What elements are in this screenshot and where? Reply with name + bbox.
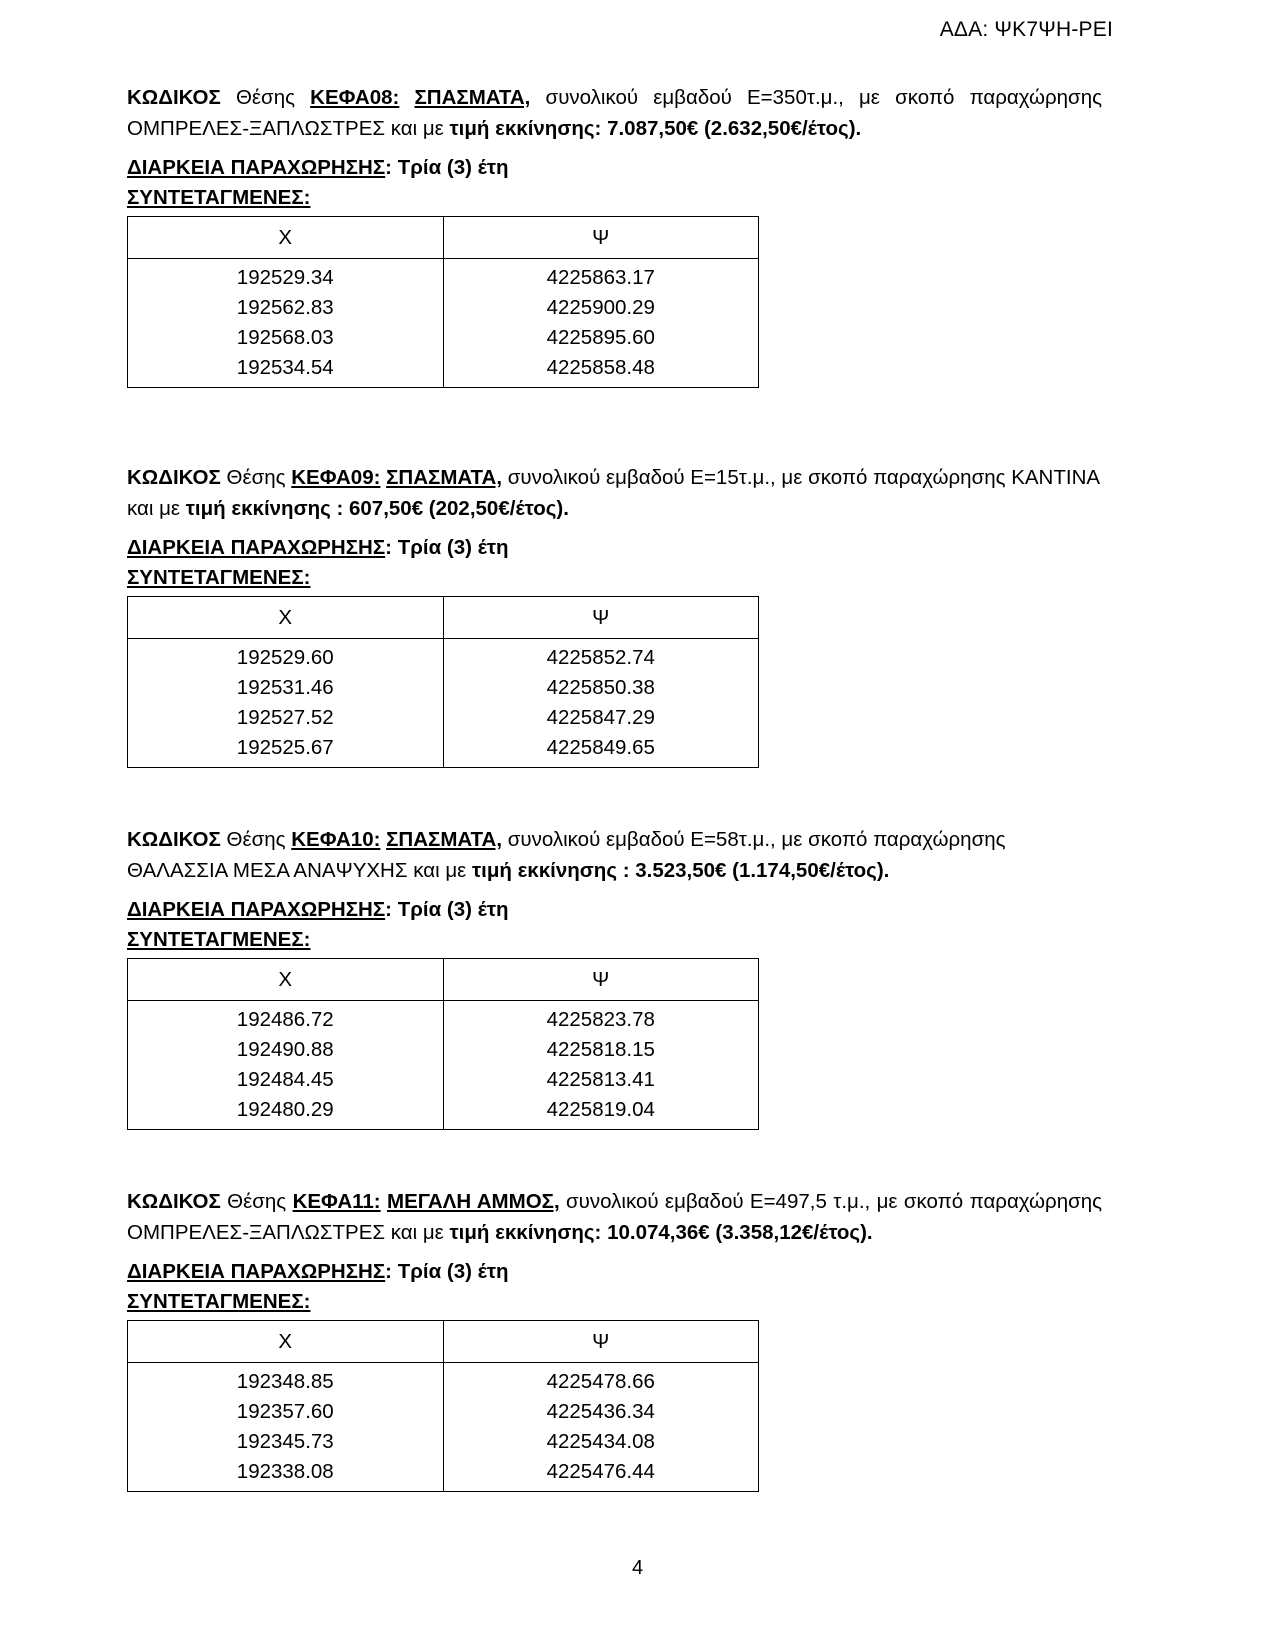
- coordinates-table: [127, 1320, 759, 1492]
- coordinates-label-text: ΣΥΝΤΕΤΑΓΜΕΝΕΣ:: [127, 566, 311, 589]
- column-header-x: Χ: [128, 1321, 444, 1363]
- listing-place: ΜΕΓΑΛΗ ΑΜΜΟΣ,: [387, 1190, 560, 1213]
- table-header-row: [128, 1321, 759, 1363]
- cell-y: 4225850.38: [443, 673, 759, 703]
- table-row: [128, 1035, 759, 1065]
- cell-y: 4225819.04: [443, 1095, 759, 1130]
- coordinates-table: [127, 216, 759, 388]
- table-row: [128, 1001, 759, 1036]
- table-row: [128, 673, 759, 703]
- listing-block-kefa10: [127, 824, 1102, 1130]
- duration-colon: :: [385, 536, 398, 559]
- listing-block-kefa08: [127, 82, 1102, 388]
- code-prefix-label: ΚΩΔΙΚΟΣ: [127, 86, 221, 109]
- table-header-row: [128, 597, 759, 639]
- cell-x: 192531.46: [128, 673, 444, 703]
- starting-price-value: : 607,50€ (202,50€/έτος).: [330, 497, 569, 520]
- listing-place: ΣΠΑΣΜΑΤΑ,: [386, 466, 503, 489]
- cell-x: 192527.52: [128, 703, 444, 733]
- block-spacer: [127, 388, 1102, 462]
- coordinates-table: [127, 958, 759, 1130]
- listing-description: [127, 1186, 1102, 1248]
- table-row: [128, 259, 759, 294]
- cell-x: 192525.67: [128, 733, 444, 768]
- listing-purpose-text: παραχώρησης ΟΜΠΡΕΛΕΣ-ΞΑΠΛΩΣΤΡΕΣ και με: [127, 1190, 1103, 1244]
- starting-price-value: : 3.523,50€ (1.174,50€/έτος).: [617, 859, 890, 882]
- position-word-label: Θέσης: [227, 1190, 287, 1213]
- starting-price-label: τιμή εκκίνησης: [185, 497, 331, 520]
- starting-price-value: 10.074,36€ (3.358,12€/έτος).: [601, 1221, 873, 1244]
- table-row: [128, 1397, 759, 1427]
- cell-y: 4225863.17: [443, 259, 759, 294]
- listing-description: [127, 82, 1102, 144]
- column-header-x: Χ: [128, 597, 444, 639]
- page-number: 4: [631, 1557, 644, 1579]
- table-row: [128, 323, 759, 353]
- cell-x: 192562.83: [128, 293, 444, 323]
- cell-x: 192338.08: [128, 1457, 444, 1492]
- column-header-y: Ψ: [443, 1321, 759, 1363]
- cell-x: 192345.73: [128, 1427, 444, 1457]
- listing-block-kefa09: [127, 462, 1102, 768]
- cell-y: 4225818.15: [443, 1035, 759, 1065]
- position-word-label: Θέσης: [226, 466, 286, 489]
- coordinates-label-text: ΣΥΝΤΕΤΑΓΜΕΝΕΣ:: [127, 928, 311, 951]
- duration-line: [127, 886, 1102, 925]
- listing-code: ΚΕΦΑ09:: [291, 466, 381, 489]
- listing-place: ΣΠΑΣΜΑΤΑ,: [414, 86, 531, 109]
- table-header-row: [128, 959, 759, 1001]
- listing-description: [127, 462, 1102, 524]
- code-prefix-label: ΚΩΔΙΚΟΣ: [127, 1190, 221, 1213]
- duration-colon: :: [385, 898, 398, 921]
- duration-value: Τρία (3) έτη: [397, 536, 509, 559]
- starting-price-label: τιμή εκκίνησης:: [449, 1221, 602, 1244]
- coordinates-label: [127, 183, 1102, 213]
- table-row: [128, 639, 759, 674]
- cell-y: 4225478.66: [443, 1363, 759, 1398]
- starting-price-label: τιμή εκκίνησης: [471, 859, 617, 882]
- column-header-y: Ψ: [443, 217, 759, 259]
- duration-label: ΔΙΑΡΚΕΙΑ ΠΑΡΑΧΩΡΗΣΗΣ: [127, 898, 386, 921]
- cell-x: 192490.88: [128, 1035, 444, 1065]
- cell-y: 4225434.08: [443, 1427, 759, 1457]
- column-header-y: Ψ: [443, 959, 759, 1001]
- coordinates-label-text: ΣΥΝΤΕΤΑΓΜΕΝΕΣ:: [127, 1290, 311, 1313]
- table-header-row: [128, 217, 759, 259]
- duration-line: [127, 1248, 1102, 1287]
- listing-area-text: συνολικού εμβαδού Ε=350τ.μ., με σκοπό: [545, 86, 955, 109]
- coordinates-label: [127, 563, 1102, 593]
- listing-block-kefa11: [127, 1186, 1102, 1492]
- cell-y: 4225847.29: [443, 703, 759, 733]
- duration-value: Τρία (3) έτη: [397, 1260, 509, 1283]
- starting-price-value: 7.087,50€ (2.632,50€/έτος).: [601, 117, 862, 140]
- cell-x: 192534.54: [128, 353, 444, 388]
- cell-x: 192480.29: [128, 1095, 444, 1130]
- column-header-x: Χ: [128, 217, 444, 259]
- coordinates-label: [127, 925, 1102, 955]
- cell-y: 4225823.78: [443, 1001, 759, 1036]
- table-row: [128, 1457, 759, 1492]
- listing-code: ΚΕΦΑ08:: [310, 86, 400, 109]
- coordinates-label: [127, 1287, 1102, 1317]
- position-word-label: Θέσης: [235, 86, 295, 109]
- cell-y: 4225895.60: [443, 323, 759, 353]
- duration-label: ΔΙΑΡΚΕΙΑ ΠΑΡΑΧΩΡΗΣΗΣ: [127, 536, 386, 559]
- table-row: [128, 733, 759, 768]
- cell-y: 4225476.44: [443, 1457, 759, 1492]
- duration-line: [127, 144, 1102, 183]
- cell-y: 4225813.41: [443, 1065, 759, 1095]
- listing-purpose-text: ΘΑΛΑΣΣΙΑ ΜΕΣΑ ΑΝΑΨΥΧΗΣ και με: [127, 859, 472, 882]
- listing-place: ΣΠΑΣΜΑΤΑ,: [386, 828, 503, 851]
- duration-value: Τρία (3) έτη: [397, 898, 509, 921]
- duration-label: ΔΙΑΡΚΕΙΑ ΠΑΡΑΧΩΡΗΣΗΣ: [127, 156, 386, 179]
- column-header-x: Χ: [128, 959, 444, 1001]
- block-spacer: [127, 768, 1102, 824]
- listing-purpose-text: παραχώρησης ΟΜΠΡΕΛΕΣ-ΞΑΠΛΩΣΤΡΕΣ και με: [127, 86, 1102, 140]
- position-word-label: Θέσης: [226, 828, 286, 851]
- cell-x: 192357.60: [128, 1397, 444, 1427]
- duration-line: [127, 524, 1102, 563]
- duration-label: ΔΙΑΡΚΕΙΑ ΠΑΡΑΧΩΡΗΣΗΣ: [127, 1260, 386, 1283]
- duration-colon: :: [385, 1260, 398, 1283]
- table-row: [128, 353, 759, 388]
- listing-description: [127, 824, 1102, 886]
- cell-x: 192484.45: [128, 1065, 444, 1095]
- cell-x: 192568.03: [128, 323, 444, 353]
- cell-y: 4225852.74: [443, 639, 759, 674]
- cell-x: 192348.85: [128, 1363, 444, 1398]
- column-header-y: Ψ: [443, 597, 759, 639]
- coordinates-table: [127, 596, 759, 768]
- document-content: [127, 82, 1102, 1492]
- table-row: [128, 1095, 759, 1130]
- table-row: [128, 1427, 759, 1457]
- listing-area-text: συνολικού εμβαδού Ε=58τ.μ., με σκοπό παραχώρησης: [507, 828, 1006, 851]
- starting-price-label: τιμή εκκίνησης:: [449, 117, 602, 140]
- cell-x: 192486.72: [128, 1001, 444, 1036]
- table-row: [128, 1363, 759, 1398]
- cell-x: 192529.60: [128, 639, 444, 674]
- cell-y: 4225849.65: [443, 733, 759, 768]
- listing-code: ΚΕΦΑ11:: [292, 1190, 381, 1213]
- block-spacer: [127, 1130, 1102, 1186]
- ada-header: ΑΔΑ: ΨΚ7ΨΗ-ΡΕΙ: [939, 18, 1113, 41]
- duration-colon: :: [385, 156, 398, 179]
- coordinates-label-text: ΣΥΝΤΕΤΑΓΜΕΝΕΣ:: [127, 186, 311, 209]
- duration-value: Τρία (3) έτη: [397, 156, 509, 179]
- code-prefix-label: ΚΩΔΙΚΟΣ: [127, 466, 221, 489]
- listing-area-text: συνολικού εμβαδού Ε=15τ.μ., με σκοπό παραχώρησης: [507, 466, 1006, 489]
- cell-y: 4225900.29: [443, 293, 759, 323]
- table-row: [128, 293, 759, 323]
- code-prefix-label: ΚΩΔΙΚΟΣ: [127, 828, 221, 851]
- table-row: [128, 1065, 759, 1095]
- listing-purpose-text: ΚΑΝΤΙΝΑ και με: [127, 466, 1099, 520]
- cell-x: 192529.34: [128, 259, 444, 294]
- cell-y: 4225436.34: [443, 1397, 759, 1427]
- listing-code: ΚΕΦΑ10:: [291, 828, 381, 851]
- listing-area-text: συνολικού εμβαδού Ε=497,5 τ.μ., με σκοπό: [566, 1190, 964, 1213]
- table-row: [128, 703, 759, 733]
- cell-y: 4225858.48: [443, 353, 759, 388]
